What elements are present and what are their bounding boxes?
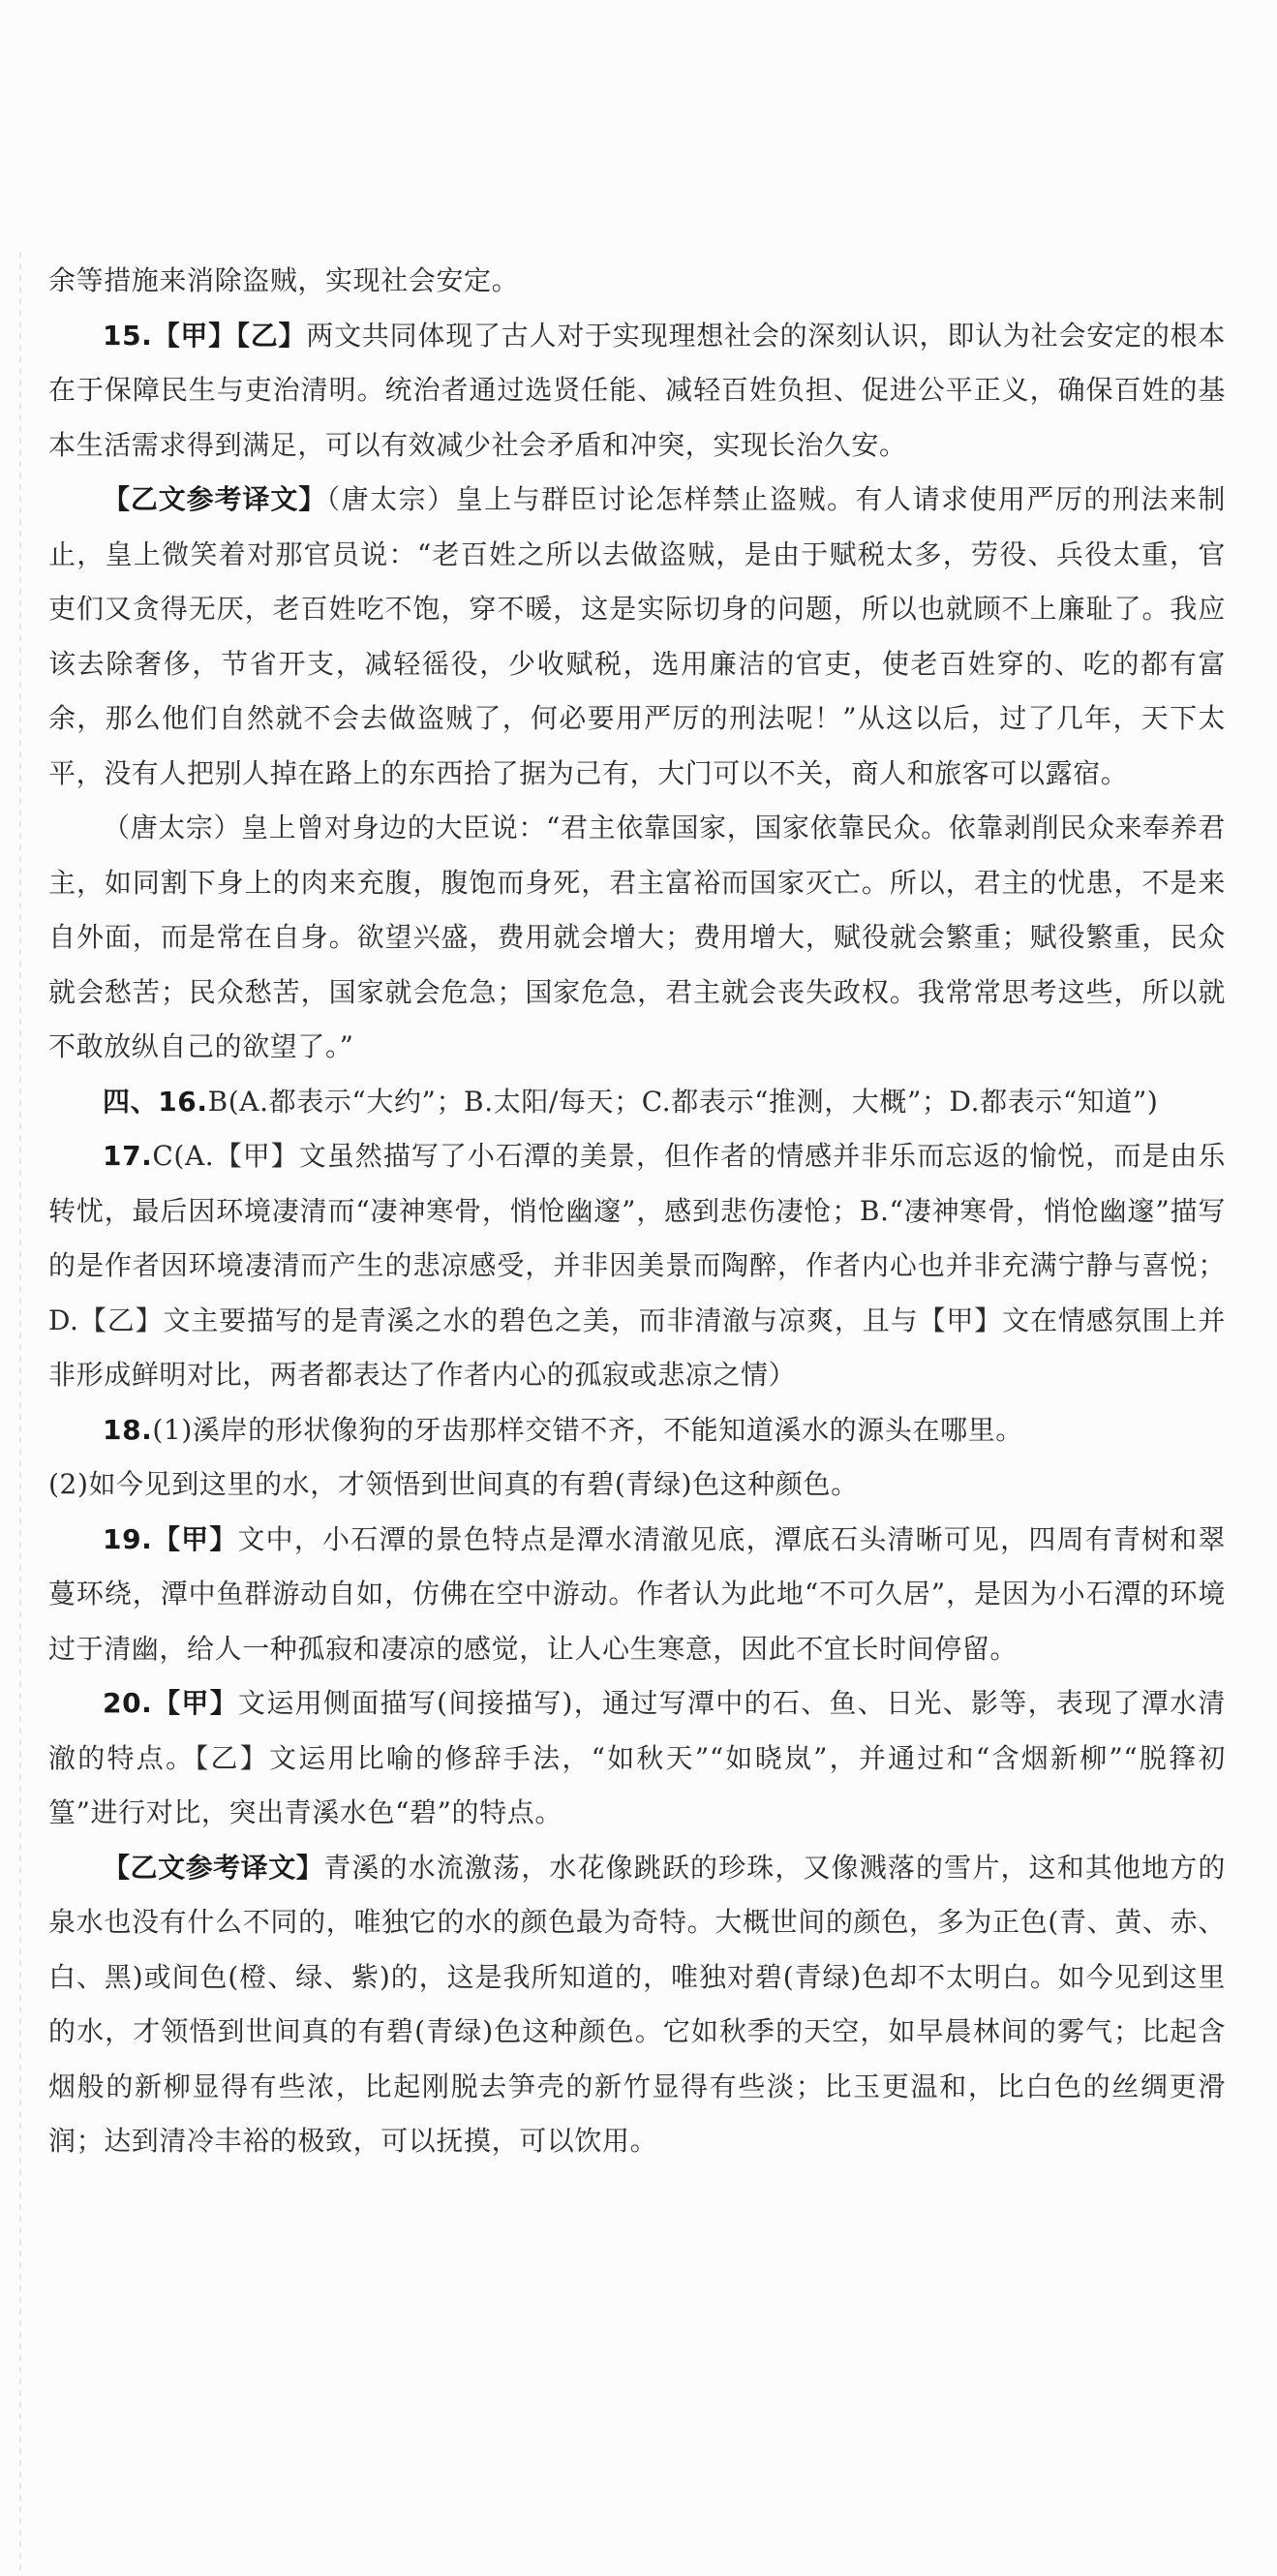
section-label: 【乙文参考译文】 <box>103 1851 324 1884</box>
reference-translation-2 <box>48 801 1226 1075</box>
question-number: 四、16. <box>103 1085 208 1118</box>
paragraph-text: 文中，小石潭的景色特点是潭水清澈见底，潭底石头清晰可见，四周有青树和翠蔓环绕，潭中鱼群游动自如，仿佛在空中游动。作者认为此地“不可久居”，是因为小石潭的环境过于清幽，给人一种孤寂和凄凉的感觉，让人心生寒意，因此不宜长时间停留。 <box>48 1522 1226 1665</box>
paragraph-text: （唐太宗）皇上曾对身边的大臣说：“君主依靠国家，国家依靠民众。依靠剥削民众来奉养君主，如同割下身上的肉来充腹，腹饱而身死，君主富裕而国家灭亡。所以，君主的忧患，不是来自外面，而是常在自身。欲望兴盛，费用就会增大；费用增大，赋役就会繁重；赋役繁重，民众就会愁苦；民众愁苦，国家就会危急；国家危急，君主就会丧失政权。我常常思考这些，所以就不敢放纵自己的欲望了。” <box>48 812 1226 1062</box>
paragraph-text: 文运用侧面描写(间接描写)，通过写潭中的石、鱼、日光、影等，表现了潭水清澈的特点。【乙】文运用比喻的修辞手法，“如秋天”“如晓岚”，并通过和“含烟新柳”“脱箨初篁”进行对比，突出青溪水色“碧”的特点。 <box>48 1687 1227 1828</box>
question-number: 20.【甲】 <box>103 1687 239 1719</box>
reference-translation-3 <box>48 1841 1226 2169</box>
margin-rule <box>19 252 21 2576</box>
question-number: 15.【甲】【乙】 <box>103 319 307 352</box>
reference-translation-1 <box>48 473 1226 801</box>
paragraph-text: (1)溪岸的形状像狗的牙齿那样交错不齐，不能知道溪水的源头在哪里。 <box>152 1413 1023 1446</box>
answer-18-1 <box>48 1403 1226 1458</box>
answer-20 <box>48 1676 1226 1841</box>
paragraph-text: (2)如今见到这里的水，才领悟到世间真的有碧(青绿)色这种颜色。 <box>48 1468 859 1500</box>
paragraph-text: B(A.都表示“大约”；B.太阳/每天；C.都表示“推测，大概”；D.都表示“知道”) <box>207 1085 1159 1118</box>
question-number: 17. <box>103 1140 153 1172</box>
answer-18-2 <box>48 1457 1226 1513</box>
paragraph-text: 两文共同体现了古人对于实现理想社会的深刻认识，即认为社会安定的根本在于保障民生与吏治清明。统治者通过选贤任能、减轻百姓负担、促进公平正义，确保百姓的基本生活需求得到满足，可以有效减少社会矛盾和冲突，实现长治久安。 <box>48 319 1226 461</box>
section-label: 【乙文参考译文】 <box>103 483 327 515</box>
paragraph-text: （唐太宗）皇上与群臣讨论怎样禁止盗贼。有人请求使用严厉的刑法来制止，皇上微笑着对那官员说：“老百姓之所以去做盗贼，是由于赋税太多，劳役、兵役太重，官吏们又贪得无厌，老百姓吃不饱，穿不暖，这是实际切身的问题，所以也就顾不上廉耻了。我应该去除奢侈，节省开支，减轻徭役，少收赋税，选用廉洁的官吏，使老百姓穿的、吃的都有富余，那么他们自然就不会去做盗贼了，何必要用严厉的刑法呢！”从这以后，过了几年，天下太平，没有人把别人掉在路上的东西拾了据为己有，大门可以不关，商人和旅客可以露宿。 <box>48 483 1226 789</box>
answer-content <box>48 254 1226 2169</box>
paragraph-text: 青溪的水流激荡，水花像跳跃的珍珠，又像溅落的雪片，这和其他地方的泉水也没有什么不同的，唯独它的水的颜色最为奇特。大概世间的颜色，多为正色(青、黄、赤、白、黑)或间色(橙、绿、紫)的，这是我所知道的，唯独对碧(青绿)色却不太明白。如今见到这里的水，才领悟到世间真的有碧(青绿)色这种颜色。它如秋季的天空，如早晨林间的雾气；比起含烟般的新柳显得有些浓，比起刚脱去笋壳的新竹显得有些淡；比玉更温和，比白色的丝绸更滑润；达到清冷丰裕的极致，可以抚摸，可以饮用。 <box>48 1851 1226 2157</box>
question-number: 19.【甲】 <box>103 1522 238 1555</box>
paragraph-text: 余等措施来消除盗贼，实现社会安定。 <box>48 264 520 296</box>
answer-19 <box>48 1513 1226 1677</box>
answer-16 <box>48 1075 1226 1130</box>
answer-15 <box>48 309 1226 474</box>
paragraph-continuation <box>48 254 1226 309</box>
question-number: 18. <box>103 1413 153 1446</box>
answer-17 <box>48 1129 1226 1403</box>
paragraph-text: C(A.【甲】文虽然描写了小石潭的美景，但作者的情感并非乐而忘返的愉悦，而是由乐转忧，最后因环境凄清而“凄神寒骨，悄怆幽邃”，感到悲伤凄怆；B.“凄神寒骨，悄怆幽邃”描写的是作者因环境凄清而产生的悲凉感受，并非因美景而陶醉，作者内心也并非充满宁静与喜悦；D.【乙】文主要描写的是青溪之水的碧色之美，而非清澈与凉爽，且与【甲】文在情感氛围上并非形成鲜明对比，两者都表达了作者内心的孤寂或悲凉之情） <box>48 1140 1226 1391</box>
